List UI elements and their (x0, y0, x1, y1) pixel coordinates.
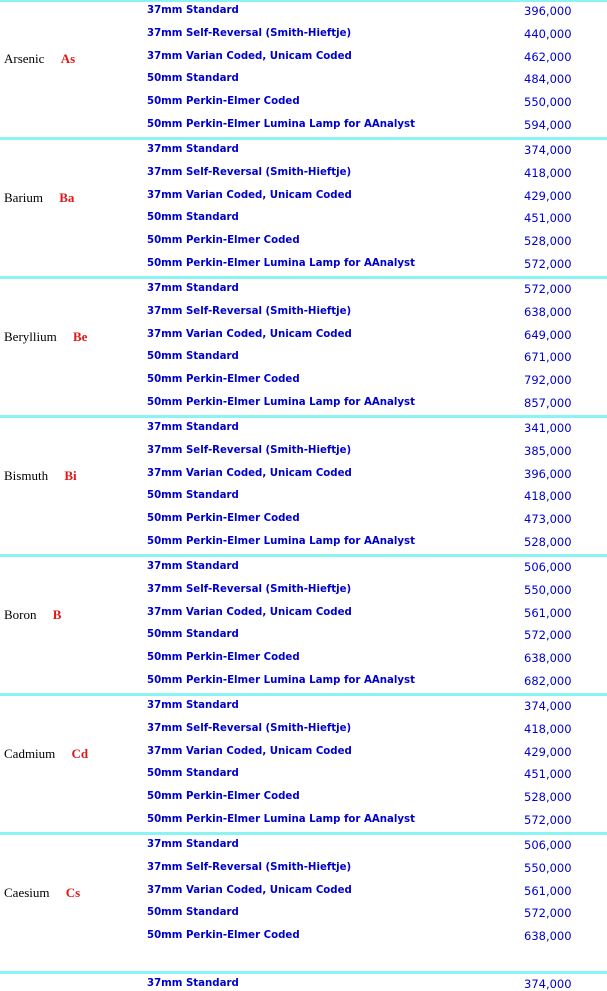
lamp-description: 50mm Perkin-Elmer Lumina Lamp for AAnalyst (147, 397, 415, 408)
lamp-price: 682,000 (524, 674, 572, 688)
lamp-description: 37mm Varian Coded, Unicam Coded (147, 50, 352, 62)
element-symbol: Cd (71, 746, 89, 761)
lamp-description: 37mm Varian Coded, Unicam Coded (147, 884, 352, 896)
element-symbol: Cs (65, 885, 81, 900)
lamp-price: 528,000 (524, 790, 572, 805)
lamp-price: 374,000 (524, 977, 572, 991)
lamp-description: 37mm Standard (147, 144, 239, 155)
lamp-price: 440,000 (524, 26, 572, 41)
lamp-description: 50mm Perkin-Elmer Coded (147, 374, 300, 386)
lamp-description: 37mm Varian Coded, Unicam Coded (147, 189, 352, 201)
element-symbol: Be (72, 329, 88, 344)
lamp-price: 418,000 (524, 489, 572, 504)
lamp-price: 857,000 (524, 396, 572, 410)
element-label (4, 607, 144, 623)
element-label (4, 468, 144, 484)
lamp-description: 50mm Perkin-Elmer Coded (147, 235, 300, 247)
lamp-price: 572,000 (524, 257, 572, 271)
group-divider (0, 415, 607, 418)
lamp-price: 550,000 (524, 95, 572, 110)
lamp-description: 50mm Perkin-Elmer Coded (147, 791, 300, 803)
lamp-price: 572,000 (524, 813, 572, 827)
element-symbol: As (60, 51, 76, 66)
lamp-price: 506,000 (524, 560, 572, 574)
element-label (4, 190, 144, 206)
lamp-price: 385,000 (524, 443, 572, 458)
lamp-price: 638,000 (524, 651, 572, 666)
lamp-price: 418,000 (524, 721, 572, 736)
lamp-description: 37mm Standard (147, 5, 239, 16)
group-divider (0, 276, 607, 279)
group-divider (0, 832, 607, 835)
lamp-description: 37mm Varian Coded, Unicam Coded (147, 467, 352, 479)
lamp-description: 50mm Standard (147, 212, 239, 224)
lamp-price: 429,000 (524, 188, 572, 203)
lamp-description: 37mm Self-Reversal (Smith-Hieftje) (147, 722, 352, 734)
lamp-description: 50mm Perkin-Elmer Coded (147, 513, 300, 525)
lamp-price: 638,000 (524, 304, 572, 319)
element-name: Bismuth (4, 468, 49, 483)
lamp-description: 50mm Standard (147, 490, 239, 502)
lamp-description: 50mm Perkin-Elmer Lumina Lamp for AAnalyst (147, 119, 415, 130)
lamp-description: 50mm Standard (147, 351, 239, 363)
lamp-description: 50mm Standard (147, 907, 239, 919)
lamp-price: 451,000 (524, 767, 572, 782)
element-label (4, 329, 144, 345)
group-divider (0, 971, 607, 974)
lamp-description: 37mm Self-Reversal (Smith-Hieftje) (147, 27, 352, 39)
element-label (4, 51, 144, 67)
lamp-price: 572,000 (524, 282, 572, 296)
lamp-price: 550,000 (524, 582, 572, 597)
lamp-description: 50mm Standard (147, 73, 239, 85)
lamp-price: 561,000 (524, 605, 572, 620)
lamp-description: 37mm Self-Reversal (Smith-Hieftje) (147, 305, 352, 317)
lamp-description: 50mm Perkin-Elmer Lumina Lamp for AAnalyst (147, 536, 415, 547)
lamp-price: 638,000 (524, 929, 572, 944)
lamp-description: 37mm Standard (147, 561, 239, 572)
lamp-price: 572,000 (524, 906, 572, 921)
group-divider (0, 554, 607, 557)
lamp-description: 50mm Perkin-Elmer Coded (147, 930, 300, 942)
lamp-price: 341,000 (524, 421, 572, 435)
element-label (4, 885, 144, 901)
lamp-description: 37mm Varian Coded, Unicam Coded (147, 328, 352, 340)
lamp-price: 572,000 (524, 628, 572, 643)
lamp-price: 462,000 (524, 49, 572, 64)
group-divider (0, 693, 607, 696)
lamp-description: 37mm Self-Reversal (Smith-Hieftje) (147, 583, 352, 595)
lamp-price: 429,000 (524, 744, 572, 759)
element-name: Cadmium (4, 746, 56, 761)
lamp-price: 594,000 (524, 118, 572, 132)
lamp-description: 37mm Standard (147, 700, 239, 711)
lamp-description: 50mm Perkin-Elmer Coded (147, 652, 300, 664)
lamp-price: 649,000 (524, 327, 572, 342)
lamp-description: 37mm Self-Reversal (Smith-Hieftje) (147, 444, 352, 456)
lamp-description: 37mm Self-Reversal (Smith-Hieftje) (147, 861, 352, 873)
lamp-description: 50mm Perkin-Elmer Lumina Lamp for AAnalyst (147, 814, 415, 825)
element-name: Barium (4, 190, 43, 205)
element-name: Beryllium (4, 329, 57, 344)
lamp-price: 473,000 (524, 512, 572, 527)
lamp-price: 550,000 (524, 860, 572, 875)
lamp-description: 37mm Standard (147, 839, 239, 850)
lamp-description: 50mm Standard (147, 768, 239, 780)
element-symbol: Ba (59, 190, 75, 205)
lamp-price: 561,000 (524, 883, 572, 898)
lamp-description: 37mm Self-Reversal (Smith-Hieftje) (147, 166, 352, 178)
lamp-price: 528,000 (524, 234, 572, 249)
element-symbol: B (52, 607, 62, 622)
element-name: Boron (4, 607, 37, 622)
lamp-description: 37mm Varian Coded, Unicam Coded (147, 606, 352, 618)
lamp-price: 484,000 (524, 72, 572, 87)
lamp-price: 506,000 (524, 838, 572, 852)
lamp-price: 396,000 (524, 466, 572, 481)
lamp-price: 374,000 (524, 143, 572, 157)
element-symbol: Bi (64, 468, 77, 483)
lamp-price: 396,000 (524, 4, 572, 18)
lamp-description: 50mm Standard (147, 629, 239, 641)
top-divider (0, 0, 607, 2)
lamp-description: 37mm Standard (147, 422, 239, 433)
element-label (4, 746, 144, 762)
lamp-price: 671,000 (524, 350, 572, 365)
element-name: Arsenic (4, 51, 45, 66)
lamp-description: 50mm Perkin-Elmer Lumina Lamp for AAnalyst (147, 675, 415, 686)
group-divider (0, 137, 607, 140)
lamp-price: 418,000 (524, 165, 572, 180)
lamp-description: 37mm Standard (147, 978, 239, 989)
lamp-price: 792,000 (524, 373, 572, 388)
lamp-price: 451,000 (524, 211, 572, 226)
lamp-description: 37mm Varian Coded, Unicam Coded (147, 745, 352, 757)
lamp-description: 50mm Perkin-Elmer Lumina Lamp for AAnalyst (147, 258, 415, 269)
lamp-description: 37mm Standard (147, 283, 239, 294)
lamp-price: 528,000 (524, 535, 572, 549)
lamp-description: 50mm Perkin-Elmer Coded (147, 96, 300, 108)
lamp-price: 374,000 (524, 699, 572, 713)
element-name: Caesium (4, 885, 50, 900)
